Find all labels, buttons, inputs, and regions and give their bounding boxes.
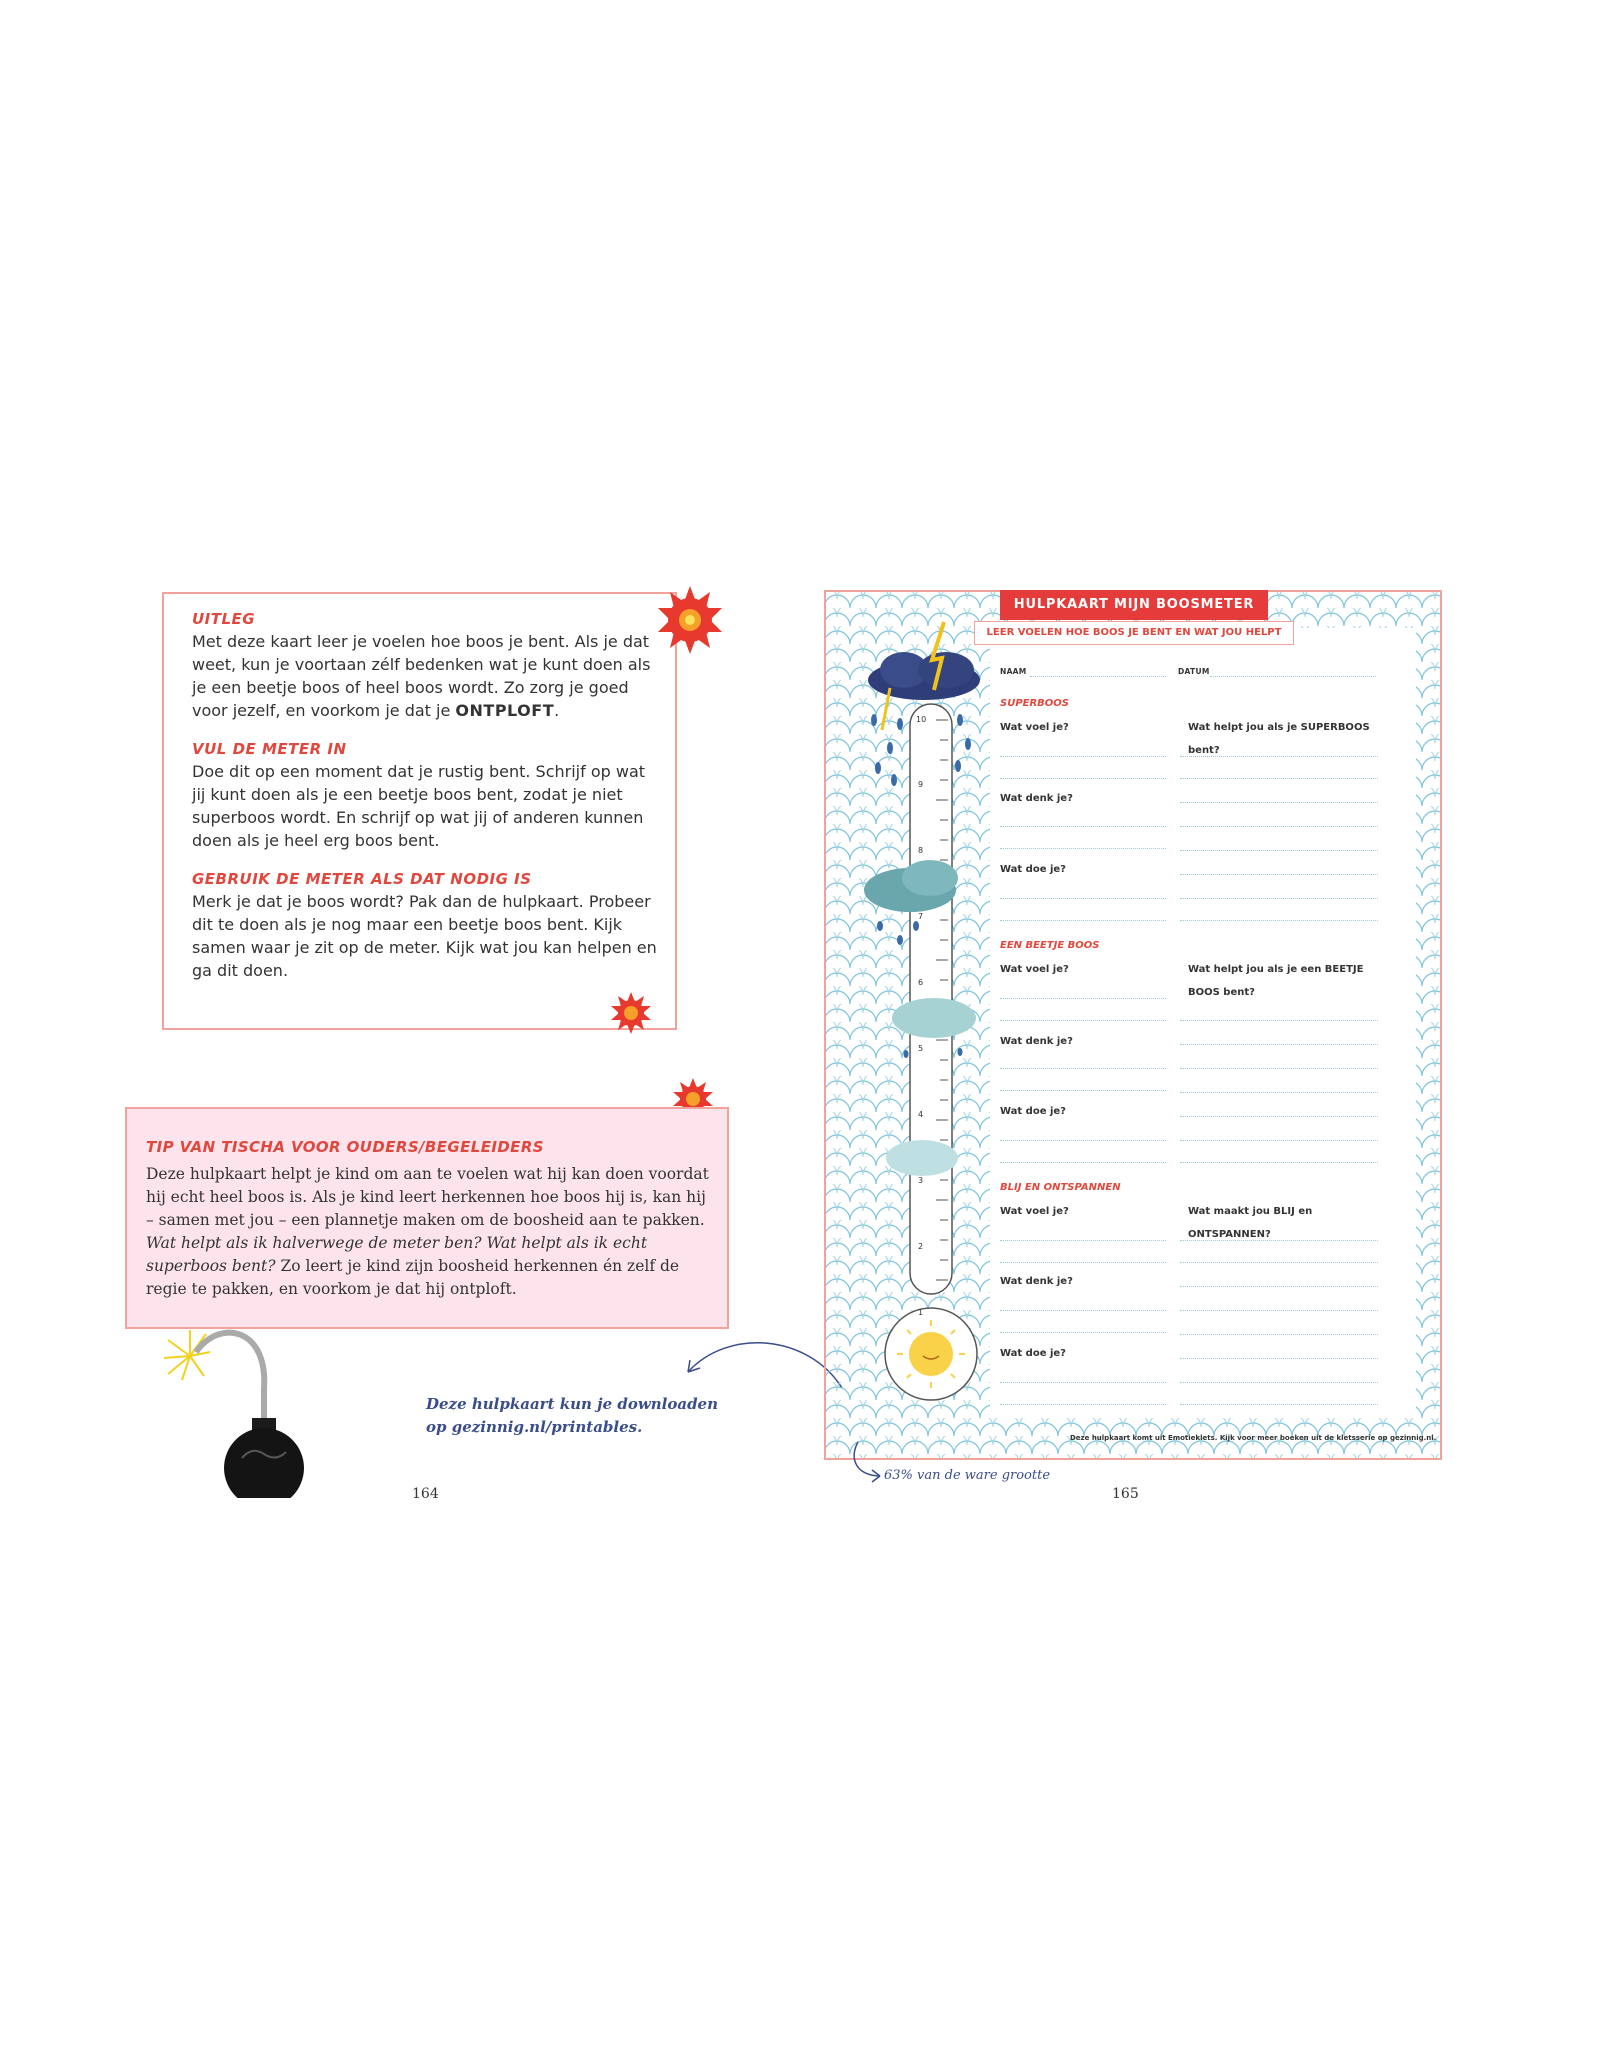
uitleg-text xyxy=(192,630,662,722)
answer-line[interactable] xyxy=(1000,1262,1166,1263)
answer-line[interactable] xyxy=(1180,1092,1378,1093)
scale-6: 6 xyxy=(918,978,924,987)
answer-line[interactable] xyxy=(1180,874,1378,875)
card-footer: Deze hulpkaart komt uit Emotieklets. Kijk voor meer boeken uit de kletsserie op gezinnig.nl. xyxy=(1070,1434,1437,1442)
datum-line[interactable] xyxy=(1210,676,1376,677)
scale-note: 63% van de ware grootte xyxy=(884,1468,1051,1483)
naam-label: NAAM xyxy=(1000,667,1027,676)
vul-meter-text: Doe dit op een moment dat je rustig bent. Schrijf op wat jij kunt doen als je een beetje boos bent, zodat je niet superboos wordt. En schrijf op wat jij of anderen kunnen doen als je heel erg boos bent. xyxy=(192,762,646,850)
answer-line[interactable] xyxy=(1000,1240,1166,1241)
answer-line[interactable] xyxy=(1000,1020,1166,1021)
download-note: Deze hulpkaart kun je downloaden op gezinnig.nl/printables. xyxy=(426,1395,719,1436)
uitleg-text-end: . xyxy=(554,701,560,720)
curved-arrow-icon xyxy=(850,1440,886,1484)
flower-icon xyxy=(654,584,726,656)
answer-line[interactable] xyxy=(1180,778,1378,779)
answer-line[interactable] xyxy=(1000,1310,1166,1311)
section-superboos-title: SUPERBOOS xyxy=(1000,698,1070,709)
uitleg-text-main: Met deze kaart leer je voelen hoe boos je bent. Als je dat weet, kun je voortaan zélf bedenken wat je kunt doen als je een beetje boos of heel boos wordt. Zo zorg je goed voor jezelf, en voorkom je dat je xyxy=(192,632,651,720)
answer-line[interactable] xyxy=(1000,826,1166,827)
answer-line[interactable] xyxy=(1000,1404,1166,1405)
q-do-3: Wat doe je? xyxy=(1000,1348,1066,1359)
answer-line[interactable] xyxy=(1180,802,1378,803)
q-help-1: Wat helpt jou als je SUPERBOOS bent? xyxy=(1188,722,1370,756)
answer-line[interactable] xyxy=(1180,1404,1378,1405)
vul-meter-title: VUL DE METER IN xyxy=(192,740,347,758)
answer-line[interactable] xyxy=(1000,756,1166,757)
arrow-icon xyxy=(678,1334,848,1394)
answer-line[interactable] xyxy=(1180,826,1378,827)
uitleg-emphasis: ONTPLOFT xyxy=(455,701,555,720)
answer-line[interactable] xyxy=(1000,1332,1166,1333)
card-title: HULPKAART MIJN BOOSMETER xyxy=(1000,590,1268,620)
uitleg-title: UITLEG xyxy=(192,610,256,628)
flower-icon xyxy=(608,990,654,1036)
answer-line[interactable] xyxy=(1180,1310,1378,1311)
naam-line[interactable] xyxy=(1030,676,1166,677)
scale-2: 2 xyxy=(918,1242,924,1251)
thermometer-icon xyxy=(860,620,988,1420)
answer-line[interactable] xyxy=(1000,920,1166,921)
gebruik-meter-title: GEBRUIK DE METER ALS DAT NODIG IS xyxy=(192,870,532,888)
answer-line[interactable] xyxy=(1000,1162,1166,1163)
answer-line[interactable] xyxy=(1180,1262,1378,1263)
answer-line[interactable] xyxy=(1180,1382,1378,1383)
answer-line[interactable] xyxy=(1180,1116,1378,1117)
gebruik-meter-text: Merk je dat je boos wordt? Pak dan de hulpkaart. Probeer dit te doen als je nog maar een beetje boos bent. Kijk samen waar je zit op de meter. Kijk wat jou kan helpen en ga dit doen. xyxy=(192,892,657,980)
q-help-2: Wat helpt jou als je een BEETJE BOOS bent? xyxy=(1188,964,1364,998)
answer-line[interactable] xyxy=(1180,1020,1378,1021)
answer-line[interactable] xyxy=(1180,898,1378,899)
answer-line[interactable] xyxy=(1180,1140,1378,1141)
scale-1: 1 xyxy=(918,1308,924,1317)
scale-9: 9 xyxy=(918,780,924,789)
q-do-1: Wat doe je? xyxy=(1000,864,1066,875)
page-number-left: 164 xyxy=(412,1486,439,1502)
answer-line[interactable] xyxy=(1180,1286,1378,1287)
scale-7: 7 xyxy=(918,912,924,921)
scale-3: 3 xyxy=(918,1176,924,1185)
page-number-right: 165 xyxy=(1112,1486,1139,1502)
tip-text-italic: Wat helpt als ik halverwege de meter ben? Wat helpt als ik echt superboos bent? xyxy=(146,1234,648,1275)
tip-title: TIP VAN TISCHA VOOR OUDERS/BEGELEIDERS xyxy=(146,1138,544,1156)
q-do-2: Wat doe je? xyxy=(1000,1106,1066,1117)
q-feel-1: Wat voel je? xyxy=(1000,722,1069,733)
q-think-1: Wat denk je? xyxy=(1000,793,1073,804)
uitleg-box xyxy=(162,592,677,1030)
answer-line[interactable] xyxy=(1180,920,1378,921)
scale-8: 8 xyxy=(918,846,924,855)
tip-text-main: Deze hulpkaart helpt je kind om aan te voelen wat hij kan doen voordat hij echt heel boos is. Als je kind leert herkennen hoe boos hij is, kan hij – samen met jou – een plannetje maken om de boosheid aan te pakken. xyxy=(146,1165,709,1229)
q-feel-2: Wat voel je? xyxy=(1000,964,1069,975)
answer-line[interactable] xyxy=(1180,1044,1378,1045)
section-blij-title: BLIJ EN ONTSPANNEN xyxy=(1000,1182,1121,1193)
answer-line[interactable] xyxy=(1180,1162,1378,1163)
scale-5: 5 xyxy=(918,1044,924,1053)
answer-line[interactable] xyxy=(1180,1240,1378,1241)
scale-4: 4 xyxy=(918,1110,924,1119)
answer-line[interactable] xyxy=(1000,1382,1166,1383)
tip-text xyxy=(146,1163,716,1301)
q-think-3: Wat denk je? xyxy=(1000,1276,1073,1287)
answer-line[interactable] xyxy=(1000,1140,1166,1141)
answer-line[interactable] xyxy=(1180,756,1378,757)
answer-line[interactable] xyxy=(1180,1358,1378,1359)
answer-line[interactable] xyxy=(1000,898,1166,899)
answer-line[interactable] xyxy=(1180,850,1378,851)
q-think-2: Wat denk je? xyxy=(1000,1036,1073,1047)
q-feel-3: Wat voel je? xyxy=(1000,1206,1069,1217)
answer-line[interactable] xyxy=(1180,1334,1378,1335)
bomb-icon xyxy=(160,1318,310,1498)
answer-line[interactable] xyxy=(1000,778,1166,779)
answer-line[interactable] xyxy=(1000,1090,1166,1091)
answer-line[interactable] xyxy=(1180,1068,1378,1069)
section-beetje-boos-title: EEN BEETJE BOOS xyxy=(1000,940,1100,951)
answer-line[interactable] xyxy=(1000,848,1166,849)
scale-10: 10 xyxy=(916,715,927,724)
q-help-3: Wat maakt jou BLIJ en ONTSPANNEN? xyxy=(1188,1206,1313,1240)
datum-label: DATUM xyxy=(1178,667,1210,676)
answer-line[interactable] xyxy=(1000,1068,1166,1069)
answer-line[interactable] xyxy=(1000,998,1166,999)
uitleg-content xyxy=(192,610,662,1000)
card-subtitle: LEER VOELEN HOE BOOS JE BENT EN WAT JOU HELPT xyxy=(974,621,1294,645)
tip-text-end: Zo leert je kind zijn boosheid herkennen én zelf de regie te pakken, en voorkom je dat hij ontploft. xyxy=(146,1257,680,1298)
